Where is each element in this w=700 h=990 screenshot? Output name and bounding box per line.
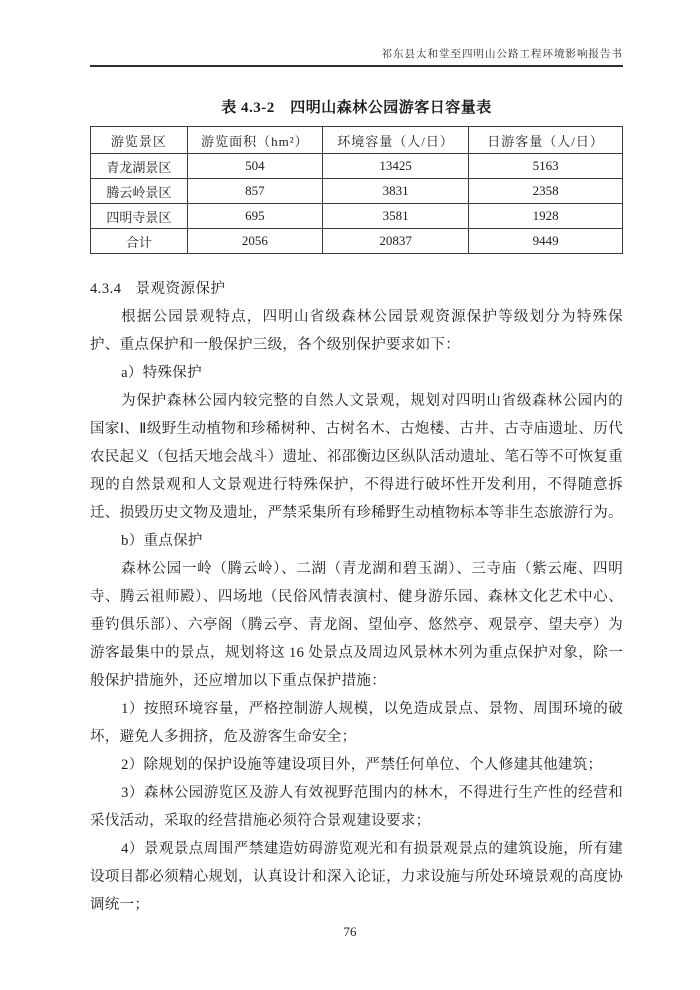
paragraph-key-protection-body: 森林公园一岭（腾云岭）、二湖（青龙湖和碧玉湖）、三寺庙（紫云庵、四明寺、腾云祖师殿）、四场地（民俗风情表演村、健身游乐园、森林文化艺术中心、垂钓俱乐部）、六亭阁（腾云亭、青龙阁、望仙亭、悠然亭、观景亭、望夫亭）为游客最集中的景点，规划将这 16 处景点及周边风景林木列为重点保护对象，除一般保护措施外，还应增加以下重点保护措施： — [90, 561, 623, 689]
cell-daily-visitors: 5163 — [469, 154, 623, 179]
column-header-daily-visitors: 日游客量（人/日） — [469, 127, 623, 154]
paragraph-measure-2: 2）除规划的保护设施等建设项目外，严禁任何单位、个人修建其他建筑； — [121, 757, 603, 773]
cell-env-capacity: 13425 — [322, 154, 468, 179]
section-title: 景观资源保护 — [135, 281, 226, 297]
cell-area-name: 腾云岭景区 — [91, 179, 188, 204]
paragraph-special-protection-body: 为保护森林公园内较完整的自然人文景观，规划对四明山省级森林公园内的国家Ⅰ、Ⅱ级野生动植物和珍稀树种、古树名木、古炮楼、古井、古寺庙遗址、历代农民起义（包括天地会战斗）遗址、祁邵衡边区纵队活动遗址、笔石等不可恢复重现的自然景观和人文景观进行特殊保护，不得进行破坏性开发利用，不得随意拆迁、损毁历史文物及遗址，严禁采集所有珍稀野生动植物标本等非生态旅游行为。 — [90, 393, 623, 521]
column-header-tour-area: 游览面积（hm²） — [187, 127, 322, 154]
section-number: 4.3.4 — [90, 281, 122, 297]
page-number: 76 — [343, 924, 357, 939]
cell-area-name: 青龙湖景区 — [91, 154, 188, 179]
section-heading — [90, 275, 623, 303]
cell-daily-visitors: 9449 — [469, 229, 623, 254]
table-title: 表 4.3-2 四明山森林公园游客日容量表 — [221, 100, 492, 116]
paragraph-measure-3: 3）森林公园游览区及游人有效视野范围内的林木，不得进行生产性的经营和采伐活动，采取的经营措施必须符合景观建设要求； — [90, 785, 623, 829]
body-text — [90, 303, 623, 919]
column-header-env-capacity: 环境容量（人/日） — [322, 127, 468, 154]
cell-env-capacity: 3831 — [322, 179, 468, 204]
cell-daily-visitors: 2358 — [469, 179, 623, 204]
cell-area-name: 合计 — [91, 229, 188, 254]
visitor-capacity-table — [90, 126, 623, 254]
table-header-row — [91, 127, 623, 154]
page-header — [90, 46, 623, 67]
cell-daily-visitors: 1928 — [469, 204, 623, 229]
table-row — [91, 204, 623, 229]
cell-env-capacity: 20837 — [322, 229, 468, 254]
header-title: 祁东县太和堂至四明山公路工程环境影响报告书 — [381, 49, 623, 60]
cell-tour-area: 857 — [187, 179, 322, 204]
paragraph-measure-4: 4）景观景点周围严禁建造妨碍游览观光和有损景观景点的建筑设施，所有建设项目都必须精心规划，认真设计和深入论证，力求设施与所处环境景观的高度协调统一； — [90, 841, 623, 913]
cell-area-name: 四明寺景区 — [91, 204, 188, 229]
paragraph-key-protection-label: b）重点保护 — [121, 533, 203, 549]
table-row — [91, 179, 623, 204]
table-row — [91, 154, 623, 179]
paragraph-measure-1: 1）按照环境容量，严格控制游人规模，以免造成景点、景物、周围环境的破坏，避免人多拥挤，危及游客生命安全； — [90, 701, 623, 745]
cell-tour-area: 2056 — [187, 229, 322, 254]
cell-tour-area: 695 — [187, 204, 322, 229]
paragraph-special-protection-label: a）特殊保护 — [121, 365, 202, 381]
column-header-scenic-area: 游览景区 — [91, 127, 188, 154]
cell-env-capacity: 3581 — [322, 204, 468, 229]
table-row-total — [91, 229, 623, 254]
paragraph-intro: 根据公园景观特点，四明山省级森林公园景观资源保护等级划分为特殊保护、重点保护和一般保护三级，各个级别保护要求如下： — [90, 309, 623, 353]
cell-tour-area: 504 — [187, 154, 322, 179]
